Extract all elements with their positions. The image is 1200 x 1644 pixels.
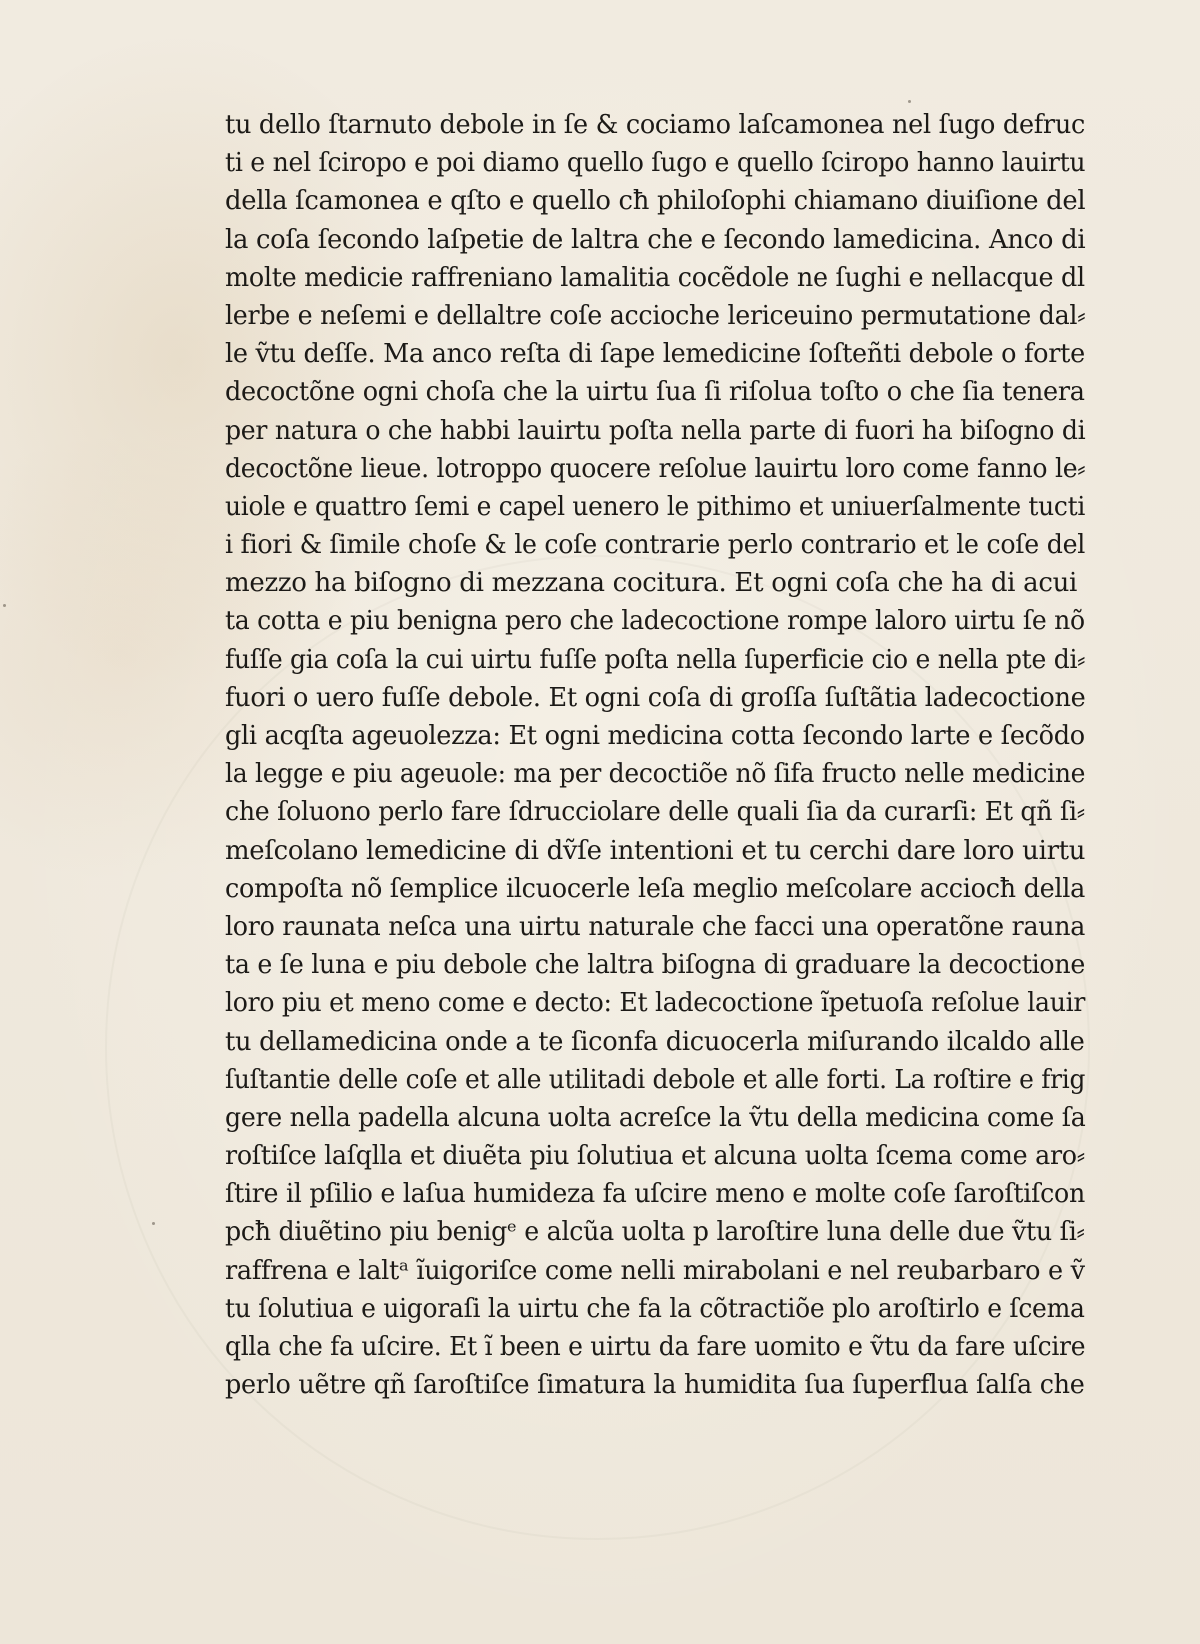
text-line: molte medicie raffreniano lamalitia cocẽdole ne ſughi e nellacque dl	[225, 262, 1085, 293]
text-line: della ſcamonea e qſto e quello cħ philoſophi chiamano diuiſione del	[225, 186, 1086, 217]
text-line: perlo uẽtre qñ ſaroſtiſce ſimatura la humidita ſua ſuperflua ſalſa che	[225, 1370, 1085, 1401]
ink-speck	[152, 1222, 155, 1225]
text-line: pcħ diuẽtino piu benigᵉ e alcũa uolta p laroſtire luna delle due ṽtu ſi⸗	[225, 1217, 1085, 1248]
text-line: gere nella padella alcuna uolta acreſce la ṽtu della medicina come ſa	[225, 1102, 1086, 1133]
text-line: i fiori & ſimile choſe & le coſe contrarie perlo contrario et le coſe del	[225, 530, 1086, 561]
text-line: qlla che fa uſcire. Et ĩ been e uirtu da fare uomito e ṽtu da fare uſcire	[225, 1332, 1086, 1362]
text-line: loro piu et meno come e decto: Et ladecoctione ĩpetuoſa reſolue lauir	[225, 988, 1086, 1019]
text-line: compoſta nõ ſemplice ilcuocerle leſa meglio meſcolare acciocħ della	[225, 873, 1086, 904]
text-line: ta cotta e piu benigna pero che ladecoctione rompe laloro uirtu ſe nõ	[225, 606, 1085, 637]
text-line: ta e ſe luna e piu debole che laltra biſogna di graduare la decoctione	[225, 950, 1085, 981]
text-line: tu dellamedicina onde a te ſiconfa dicuocerla miſurando ilcaldo alle	[225, 1026, 1085, 1057]
text-line: la legge e piu ageuole: ma per decoctiõe nõ ſifa fructo nelle medicine	[225, 759, 1086, 790]
text-line: raffrena e laltᵃ ĩuigoriſce come nelli mirabolani e nel reubarbaro e ṽ	[225, 1255, 1085, 1286]
text-line: per natura o che habbi lauirtu poſta nella parte di fuori ha biſogno di	[225, 415, 1086, 446]
text-line: mezzo ha biſogno di mezzana cocitura. Et ogni coſa che ha di acui	[225, 568, 1078, 599]
ink-speck	[908, 100, 911, 103]
text-line: che ſoluono perlo fare ſdrucciolare delle quali ſia da curarſi: Et qñ ſi⸗	[225, 797, 1085, 828]
text-line: ſtire il pſilio e laſua humideza fa uſcire meno e molte coſe ſaroſtiſcon	[225, 1179, 1085, 1210]
text-line: decoctõne lieue. lotroppo quocere reſolue lauirtu loro come fanno le⸗	[225, 453, 1086, 484]
text-line: decoctõne ogni choſa che la uirtu ſua ſi riſolua toſto o che ſia tenera	[225, 377, 1085, 408]
text-line: ſuſtantie delle coſe et alle utilitadi debole et alle forti. La roſtire e frig	[225, 1064, 1086, 1095]
text-line: le ṽtu deſſe. Ma anco reſta di ſape lemedicine ſoſteñti debole o forte	[225, 339, 1085, 370]
text-line: uiole e quattro ſemi e capel uenero le pithimo et uniuerſalmente tucti	[225, 491, 1086, 522]
ink-speck	[3, 604, 6, 607]
text-line: fuori o uero fuſſe debole. Et ogni coſa di groſſa ſuſtãtia ladecoctione	[225, 682, 1086, 713]
text-line: tu ſolutiua e uigoraſi la uirtu che fa la cõtractiõe plo aroſtirlo e ſcema	[225, 1293, 1085, 1324]
text-line: meſcolano lemedicine di dṽſe intentioni et tu cerchi dare loro uirtu	[225, 835, 1086, 866]
text-line: loro raunata neſca una uirtu naturale che facci una operatõne rauna	[225, 911, 1086, 942]
text-line: gli acqſta ageuolezza: Et ogni medicina cotta ſecondo larte e ſecõdo	[225, 721, 1085, 751]
text-line: fuſſe gia coſa la cui uirtu fuſſe poſta nella ſuperficie cio e nella pte di⸗	[225, 644, 1086, 675]
text-line: lerbe e neſemi e dellaltre coſe accioche lericeuino permutatione dal⸗	[225, 300, 1086, 331]
text-line: ti e nel ſciropo e poi diamo quello ſugo e quello ſciropo hanno lauirtu	[225, 148, 1086, 179]
text-line: roſtiſce laſqlla et diuẽta piu ſolutiua et alcuna uolta ſcema come aro⸗	[225, 1141, 1085, 1172]
text-block	[225, 106, 1085, 1404]
text-line: tu dello ſtarnuto debole in ſe & cociamo laſcamonea nel ſugo defruc	[225, 110, 1085, 140]
text-line: la coſa ſecondo laſpetie de laltra che e ſecondo lamedicina. Anco di	[225, 224, 1086, 255]
